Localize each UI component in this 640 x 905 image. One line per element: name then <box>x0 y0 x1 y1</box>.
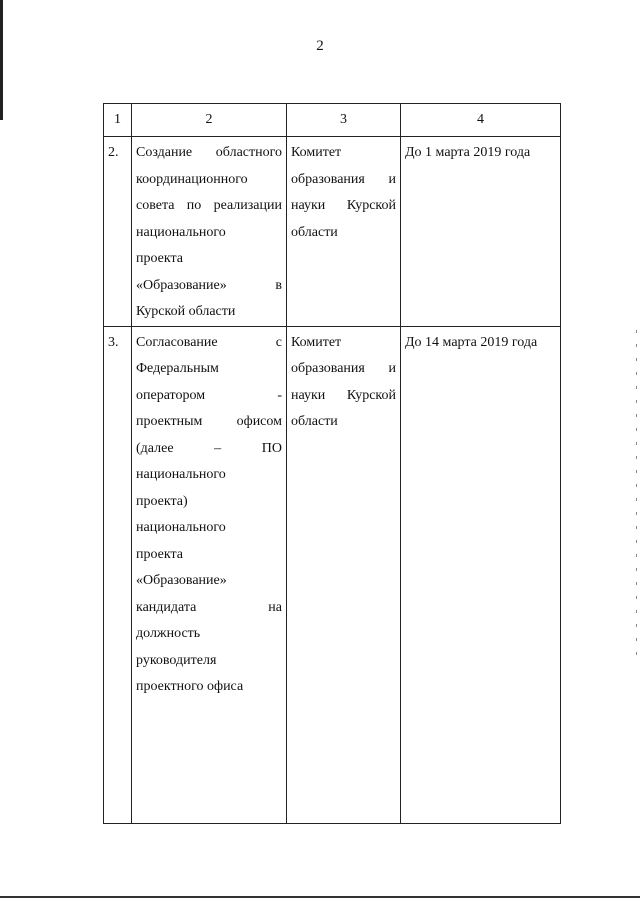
event-line: проекта <box>136 546 183 562</box>
responsible-line: науки Курской <box>291 387 396 403</box>
scan-right-edge-marks <box>636 330 637 660</box>
event-line: проектного офиса <box>136 679 244 694</box>
table-header-row <box>104 104 561 137</box>
responsible-line: науки Курской <box>291 198 396 213</box>
event-line: руководителя <box>136 652 217 668</box>
responsible-line: области <box>291 224 338 240</box>
event-cell <box>132 326 287 823</box>
event-line: проекта) <box>136 493 188 509</box>
responsible-cell <box>287 137 401 327</box>
event-line: должность <box>136 626 201 641</box>
header-cell-1: 1 <box>104 104 132 137</box>
table-row <box>104 326 561 823</box>
header-cell-2: 2 <box>132 104 287 137</box>
event-line: Федеральным <box>136 361 219 376</box>
event-cell <box>132 137 287 327</box>
event-line: проектным офисом <box>136 414 282 429</box>
deadline-cell <box>401 326 561 823</box>
plan-table <box>103 103 561 824</box>
header-cell-3: 3 <box>287 104 401 137</box>
scan-left-edge <box>0 0 3 120</box>
event-line: (далее – ПО <box>136 440 282 456</box>
event-line: оператором - <box>136 387 282 403</box>
responsible-line: образования и <box>291 171 396 187</box>
header-cell-4: 4 <box>401 104 561 137</box>
row-number: 2. <box>104 137 132 327</box>
deadline-text: До 1 марта 2019 года <box>405 145 531 160</box>
page-number: 2 <box>316 38 324 54</box>
event-line: Согласование с <box>136 334 282 350</box>
event-line: Создание областного <box>136 145 282 160</box>
event-line: совета по реализации <box>136 198 282 213</box>
event-line: «Образование» <box>136 573 227 588</box>
event-line: «Образование» в <box>136 277 282 293</box>
event-line: национального <box>136 224 226 240</box>
event-line: проекта <box>136 251 183 266</box>
event-line: координационного <box>136 171 248 187</box>
event-line: кандидата на <box>136 599 282 615</box>
responsible-line: Комитет <box>291 145 342 160</box>
responsible-cell <box>287 326 401 823</box>
responsible-line: образования и <box>291 361 396 376</box>
table-row <box>104 137 561 327</box>
event-line: Курской области <box>136 304 236 319</box>
scan-bottom-edge <box>0 896 640 898</box>
responsible-line: Комитет <box>291 334 342 350</box>
responsible-line: области <box>291 414 338 429</box>
deadline-cell <box>401 137 561 327</box>
deadline-text: До 14 марта 2019 года <box>405 334 538 350</box>
event-line: национального <box>136 520 226 535</box>
row-number: 3. <box>104 326 132 823</box>
event-line: национального <box>136 467 226 482</box>
